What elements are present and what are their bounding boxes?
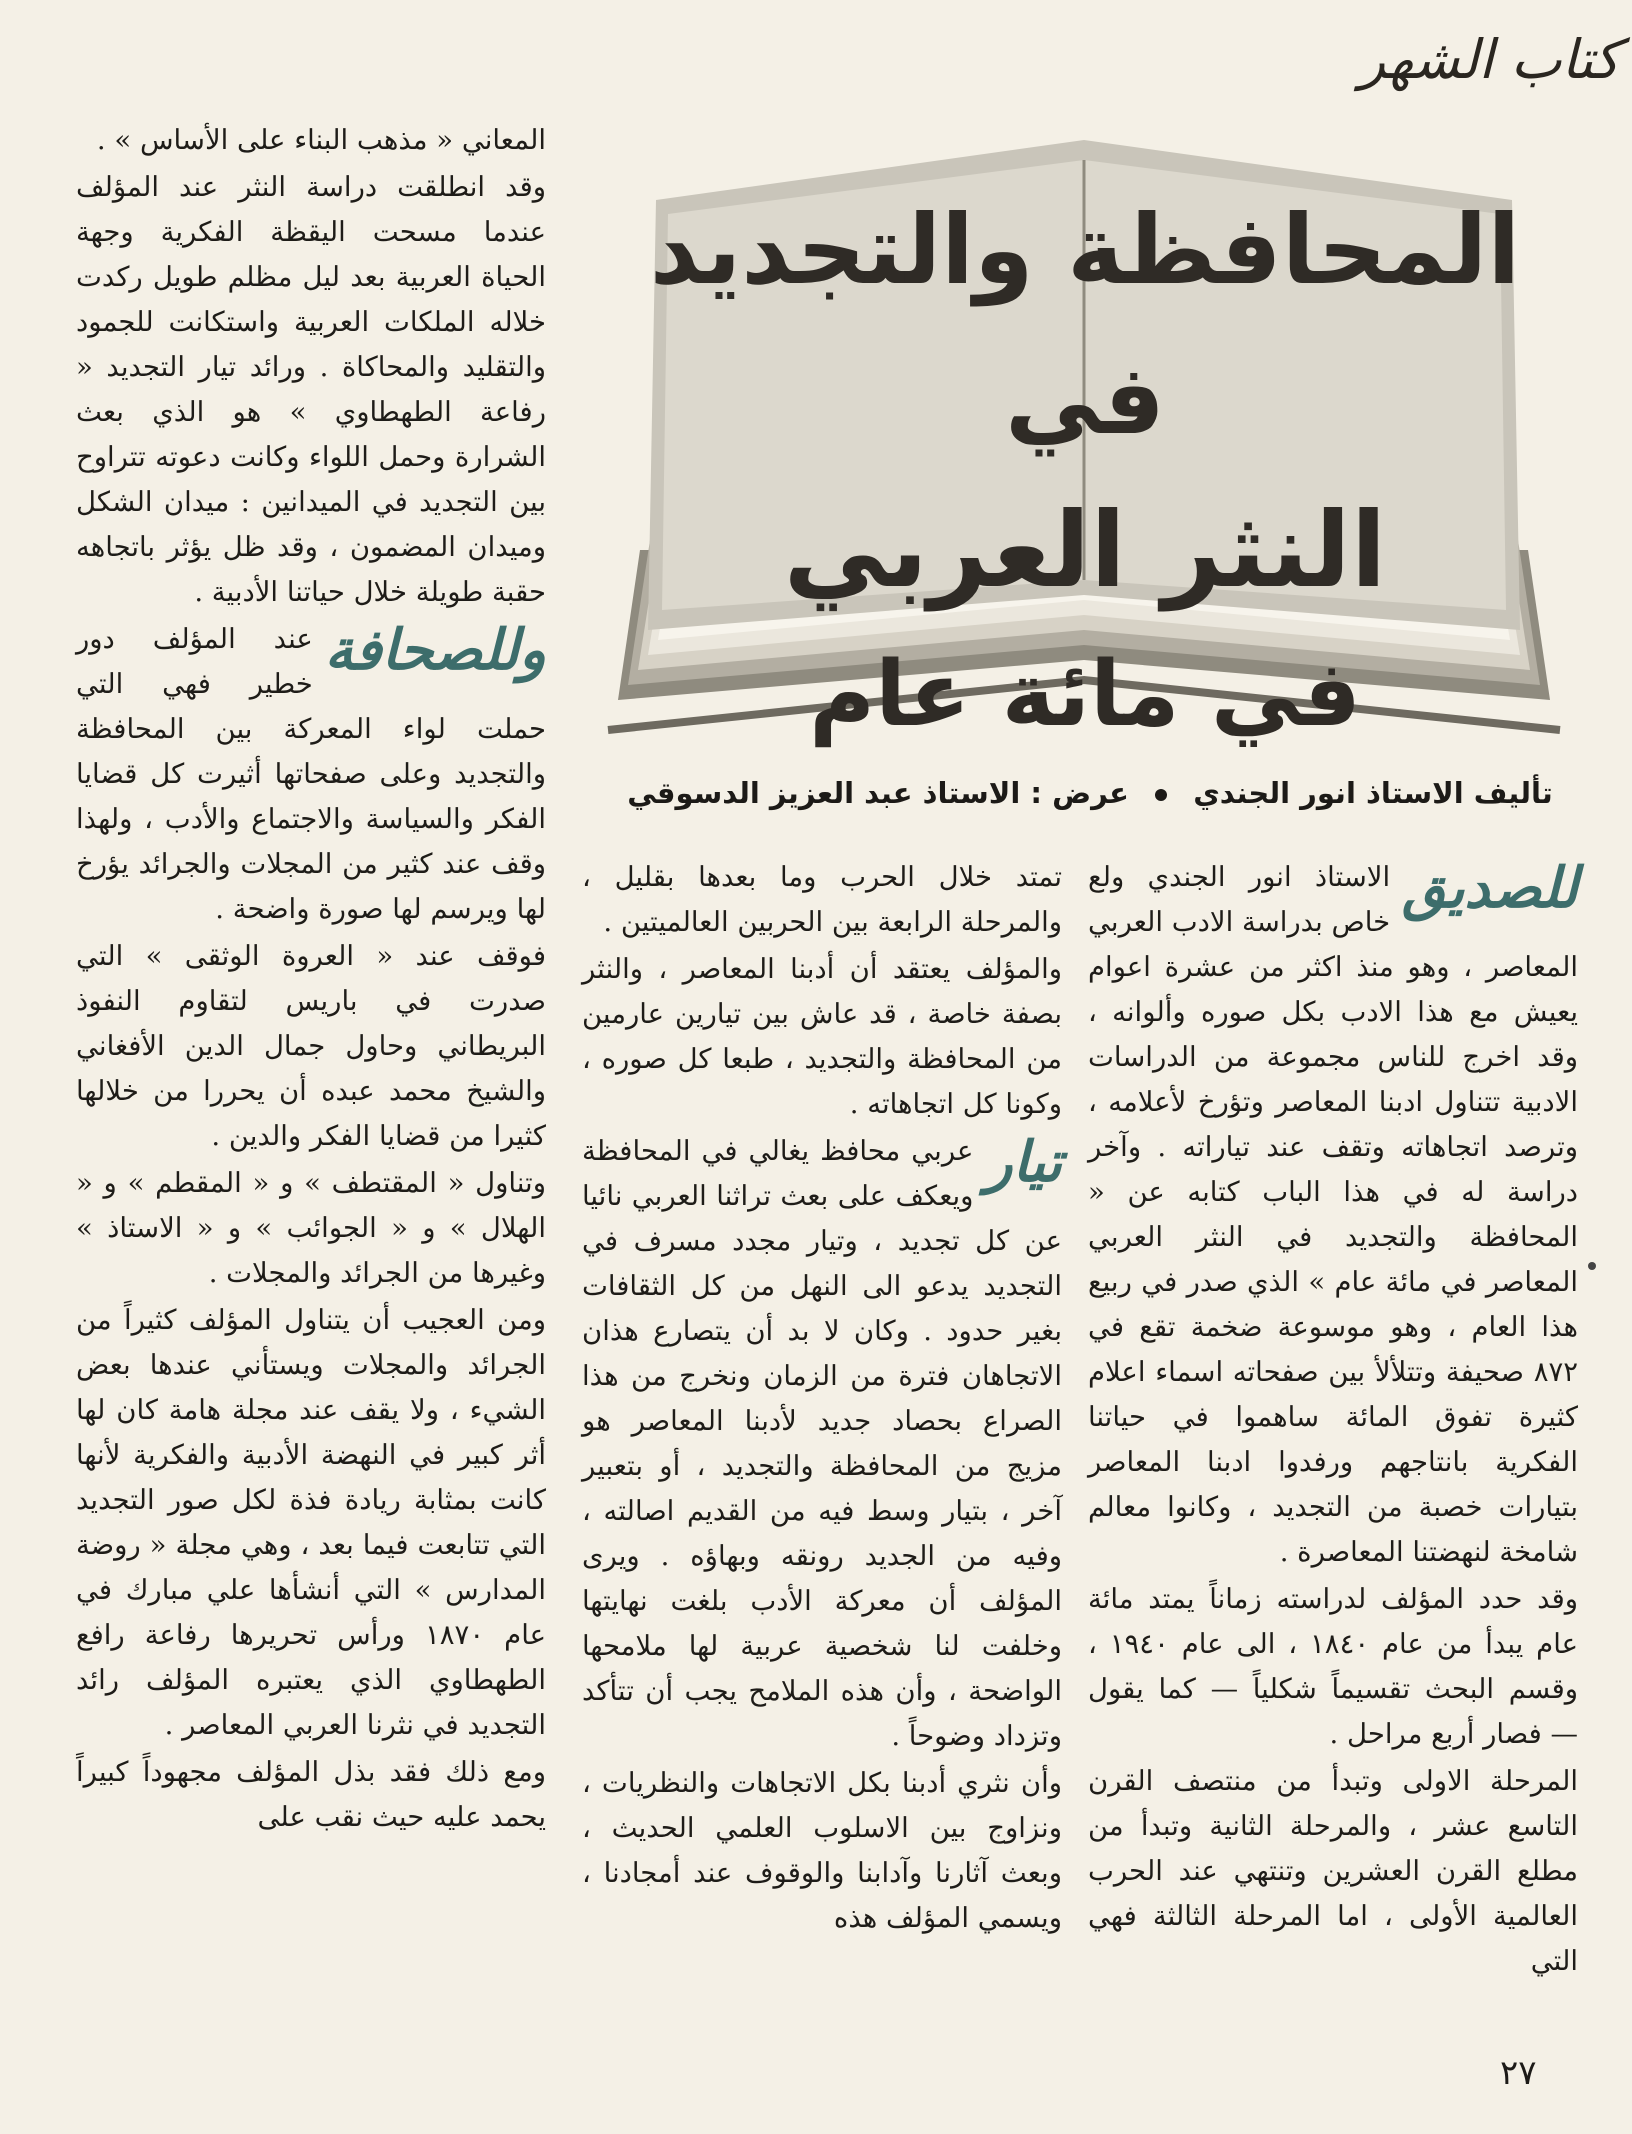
byline-separator (1155, 789, 1167, 801)
article-title-line-2: النثر العربي (783, 489, 1387, 611)
paragraph: وقد حدد المؤلف لدراسته زماناً يمتد مائة عام يبدأ من عام ١٨٤٠ ، الى عام ١٩٤٠ ، وقسم البحث تقسيماً شكلياً — كما يقول — فصار أربع مراحل . (1088, 1583, 1578, 1750)
reviewer-credit: عرض : الاستاذ عبد العزيز الدسوقي (627, 776, 1129, 810)
paragraph: ومن العجيب أن يتناول المؤلف كثيراً من الجرائد والمجلات ويستأني عندها بعض الشيء ، ولا يقف عند مجلة هامة كان لها أثر كبير في النهضة الأدبية والفكرية لأنها كانت بمثابة ريادة فذة لكل صور التجديد التي تتابعت فيما بعد ، وهي مجلة « روضة المدارس » التي أنشأها علي مبارك في عام ١٨٧٠ ورأس تحريرها رفاعة رافع الطهطاوي الذي يعتبره المؤلف رائد التجديد في نثرنا العربي المعاصر . (76, 1304, 546, 1741)
paragraph: تمتد خلال الحرب وما بعدها بقليل ، والمرحلة الرابعة بين الحربين العالميتين . (582, 861, 1062, 938)
article-title-line-3: في مائة عام (809, 642, 1361, 747)
paragraph-text: عربي محافظ يغالي في المحافظة ويعكف على بعث تراثنا العربي نائيا عن كل تجديد ، وتيار مجدد مسرف في التجديد يدعو الى النهل من كل الثقافات بغير حدود . وكان لا بد أن يتصارع هذان الاتجاهان فترة من الزمان ونخرج من هذا الصراع بحصاد جديد لأدبنا المعاصر هو مزيج من المحافظة والتجديد ، أو بتعبير آخر ، بتيار وسط فيه من القديم اصالته ، وفيه من الجديد رونقه وبهاؤه . ويرى المؤلف أن معركة الأدب بلغت نهايتها وخلفت لنا شخصية عربية لها ملامحها الواضحة ، وأن هذه الملامح يجب أن تتأكد وتزداد وضوحاً . (582, 1135, 1062, 1752)
paragraph: وأن نثري أدبنا بكل الاتجاهات والنظريات ، ونزاوج بين الاسلوب العلمي الحديث ، وبعث آثارنا وآدابنا والوقوف عند أمجادنا ، ويسمي المؤلف هذه (582, 1767, 1062, 1934)
paragraph-text: عند المؤلف دور خطير فهي التي حملت لواء المعركة بين المحافظة والتجديد وعلى صفحاتها أثيرت كل قضايا الفكر والسياسة والاجتماع والأدب ، ولهذا وقف عند كثير من المجلات والجرائد يؤرخ لها ويرسم لها صورة واضحة . (76, 623, 546, 925)
paragraph: فوقف عند « العروة الوثقى » التي صدرت في باريس لتقاوم النفوذ البريطاني وحاول جمال الدين الأفغاني والشيخ محمد عبده أن يحررا من خلالها كثيرا من قضايا الفكر والدين . (76, 940, 546, 1152)
page-number: ٢٧ (1500, 2053, 1537, 2093)
paragraph: المرحلة الاولى وتبدأ من منتصف القرن التاسع عشر ، والمرحلة الثانية وتبدأ من مطلع القرن العشرين وتنتهي عند الحرب العالمية الأولى ، اما المرحلة الثالثة فهي التي (1088, 1765, 1578, 1977)
paragraph (1088, 855, 1578, 1575)
section-title: كتاب الشهر (1359, 28, 1620, 91)
author-credit: تأليف الاستاذ انور الجندي (1193, 776, 1553, 810)
paragraph (582, 1129, 1062, 1759)
paragraph: والمؤلف يعتقد أن أدبنا المعاصر ، والنثر بصفة خاصة ، قد عاش بين تيارين عارمين من المحافظة والتجديد ، طبعا كل صوره ، وكونا كل اتجاهاته . (582, 953, 1062, 1120)
column-middle (582, 855, 1062, 1941)
initial-sadiq: للصديق (1402, 855, 1578, 921)
paragraph: المعاني « مذهب البناء على الأساس » . (96, 124, 546, 156)
paragraph-text: الاستاذ انور الجندي ولع خاص بدراسة الادب العربي المعاصر ، وهو منذ اكثر من عشرة اعوام يعيش مع هذا الادب بكل صوره وألوانه ، وقد اخرج للناس مجموعة من الدراسات الادبية تتناول ادبنا المعاصر وتؤرخ لأعلامه ، وترصد اتجاهاته وتقف عند تياراته . وآخر دراسة له في هذا الباب كتابه عن « المحافظة والتجديد في النثر العربي المعاصر في مائة عام » الذي صدر في ربيع هذا العام ، وهو موسوعة ضخمة تقع في ٨٧٢ صحيفة وتتلألأ بين صفحاته اسماء اعلام كثيرة تفوق المائة ساهموا في حياتنا الفكرية بانتاجهم ورفدوا ادبنا المعاصر بتيارات خصبة من التجديد ، وكانوا معالم شامخة لنهضتنا المعاصرة . (1088, 861, 1578, 1568)
paragraph: وقد انطلقت دراسة النثر عند المؤلف عندما مسحت اليقظة الفكرية وجهة الحياة العربية بعد ليل مظلم طويل ركدت خلاله الملكات العربية واستكانت للجمود والتقليد والمحاكاة . ورائد تيار التجديد « رفاعة الطهطاوي » هو الذي بعث الشرارة وحمل اللواء وكانت دعوته تتراوح بين التجديد في الميدانين : ميدان الشكل وميدان المضمون ، وقد ظل يؤثر باتجاهه حقبة طويلة خلال حياتنا الأدبية . (76, 171, 546, 608)
article-title (620, 175, 1550, 765)
initial-sahafa: وللصحافة (324, 617, 546, 683)
article-title-line-1: المحافظة والتجديد في (649, 194, 1521, 456)
column-left (76, 118, 546, 1840)
paragraph: وتناول « المقتطف » و « المقطم » و « الهلال » و « الجوائب » و « الاستاذ » وغيرها من الجرائد والمجلات . (76, 1167, 546, 1289)
paragraph (76, 617, 546, 932)
initial-tayyar: تيار (985, 1129, 1062, 1195)
paragraph: ومع ذلك فقد بذل المؤلف مجهوداً كبيراً يحمد عليه حيث نقب على (76, 1756, 546, 1833)
margin-dot (1588, 1262, 1596, 1270)
column-right (1088, 855, 1578, 1984)
byline (600, 768, 1580, 818)
